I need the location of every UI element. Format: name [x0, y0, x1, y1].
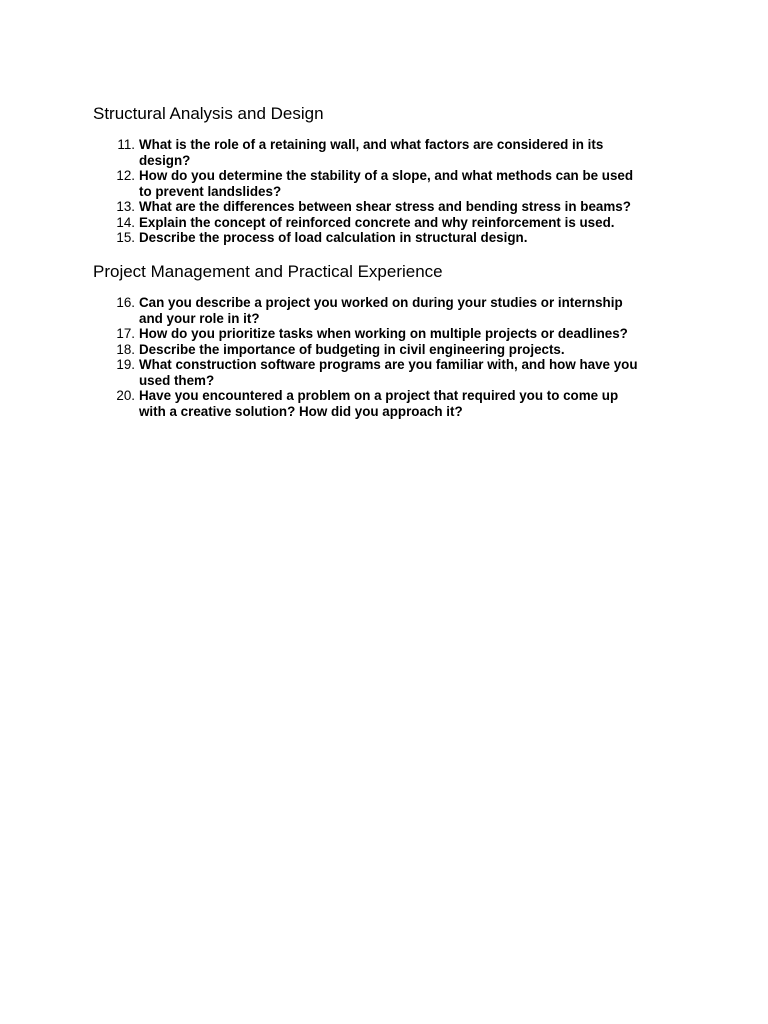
- question-number: 16.: [116, 295, 135, 310]
- question-text-line: Explain the concept of reinforced concrete and why reinforcement is used.: [139, 214, 615, 230]
- question-list: [93, 295, 693, 419]
- question-item: [93, 168, 693, 199]
- question-item: [93, 342, 693, 358]
- question-number: 12.: [116, 168, 135, 183]
- question-text-line: How do you prioritize tasks when working on multiple projects or deadlines?: [139, 326, 628, 341]
- question-text-line: used them?: [139, 372, 215, 388]
- question-item: [93, 199, 693, 215]
- question-number: 11.: [117, 137, 135, 152]
- question-number: 19.: [116, 357, 135, 372]
- question-text-line: design?: [139, 152, 191, 168]
- question-text-line: with a creative solution? How did you approach it?: [139, 403, 463, 419]
- question-item: [93, 137, 693, 168]
- question-number: 17.: [116, 326, 135, 341]
- section-heading: Structural Analysis and Design: [93, 104, 324, 123]
- question-text-line: Describe the process of load calculation in structural design.: [139, 230, 528, 245]
- question-number: 14.: [116, 214, 135, 230]
- question-item: [93, 326, 693, 342]
- question-item: [93, 215, 693, 231]
- question-text-line: Describe the importance of budgeting in civil engineering projects.: [139, 341, 565, 357]
- section-project-management: [93, 262, 693, 419]
- question-number: 18.: [116, 341, 135, 357]
- section-heading: Project Management and Practical Experience: [93, 262, 443, 281]
- question-text-line: and your role in it?: [139, 310, 260, 326]
- question-text-line: What construction software programs are you familiar with, and how have you: [139, 357, 638, 372]
- question-item: [93, 295, 693, 326]
- question-number: 15.: [116, 230, 135, 245]
- question-text-line: Have you encountered a problem on a project that required you to come up: [139, 388, 619, 403]
- question-text-line: Can you describe a project you worked on during your studies or internship: [139, 295, 623, 310]
- question-text-line: How do you determine the stability of a slope, and what methods can be used: [139, 168, 634, 183]
- question-text-line: What is the role of a retaining wall, and what factors are considered in its: [139, 137, 604, 152]
- question-item: [93, 230, 693, 246]
- question-item: [93, 357, 693, 388]
- question-number: 13.: [116, 199, 135, 214]
- question-number: 20.: [116, 388, 135, 403]
- question-text-line: What are the differences between shear stress and bending stress in beams?: [139, 199, 631, 214]
- question-text-line: to prevent landslides?: [139, 183, 282, 199]
- question-list: [93, 137, 693, 246]
- question-item: [93, 388, 693, 419]
- section-structural-analysis: [93, 104, 693, 245]
